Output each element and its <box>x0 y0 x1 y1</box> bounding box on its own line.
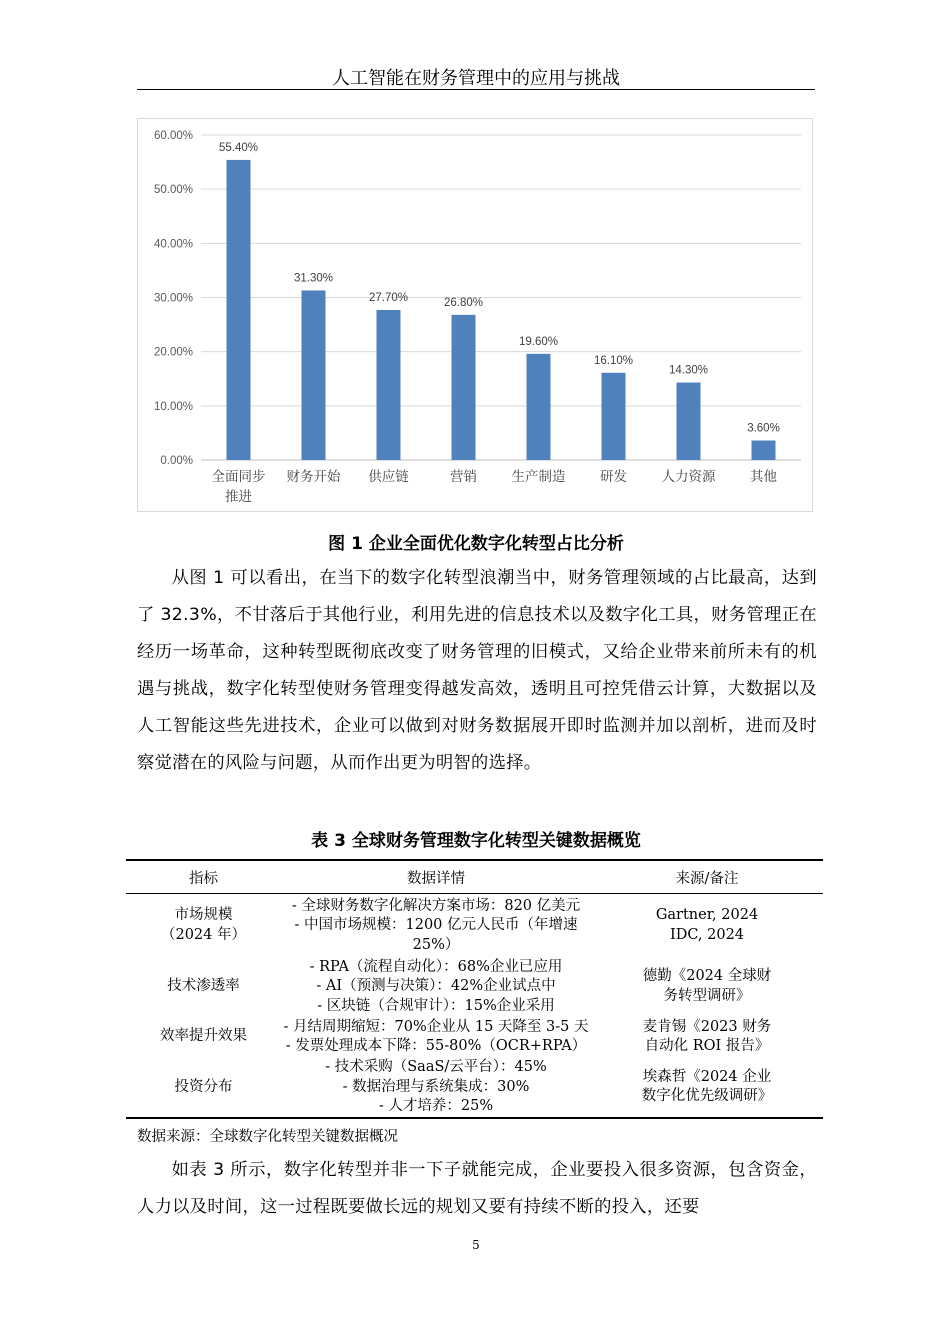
table-cell-details-line: - 中国市场规模：1200 亿元人民币（年增速 <box>294 917 578 933</box>
data-label: 16.10% <box>593 354 634 367</box>
y-tick-label: 30.00% <box>153 292 193 305</box>
table-cell-source <box>591 894 823 958</box>
body-paragraph-2: 如表 3 所示，数字化转型并非一下子就能完成，企业要投入很多资源，包含资金，人力以及时间，这一过程既要做长远的规划又要有持续不断的投入，还要 <box>137 1160 817 1217</box>
bar <box>227 160 251 460</box>
data-label: 3.60% <box>747 422 780 435</box>
table-row <box>126 958 823 1017</box>
table-cell-indicator-line: 市场规模 <box>174 907 233 924</box>
bar <box>602 373 626 460</box>
x-tick-label: 其他 <box>750 469 777 485</box>
table-header-indicator: 指标 <box>126 860 281 894</box>
bar <box>377 310 401 460</box>
table-row <box>126 894 823 958</box>
data-label: 14.30% <box>668 364 709 377</box>
table-source-note: 数据来源：全球数字化转型关键数据概况 <box>137 1129 398 1145</box>
table-cell-details-line: 25%） <box>412 936 460 953</box>
data-table <box>126 859 823 1119</box>
table-cell-details-line: - 区块链（合规审计）：15%企业采用 <box>317 997 555 1014</box>
data-label: 19.60% <box>518 335 559 348</box>
table-cell-details-line: - 数据治理与系统集成：30% <box>342 1078 530 1095</box>
table-cell-details-line: - 月结周期缩短：70%企业从 15 天降至 3-5 天 <box>283 1018 589 1035</box>
y-tick-label: 50.00% <box>153 184 193 197</box>
running-header: 人工智能在财务管理中的应用与挑战 <box>332 68 620 89</box>
bar <box>527 354 551 460</box>
table-cell-indicator <box>126 894 281 958</box>
table-cell-indicator-line: 技术渗透率 <box>167 978 240 994</box>
bar <box>302 290 326 460</box>
table-body <box>126 894 823 1118</box>
x-tick-label: 生产制造 <box>511 469 566 485</box>
bar <box>452 315 476 460</box>
table-cell-indicator-line: （2024 年） <box>160 926 246 943</box>
table-cell-details-line: - 全球财务数字化解决方案市场：820 亿美元 <box>291 897 581 914</box>
table-cell-source-line: 数字化优先级调研》 <box>641 1088 773 1105</box>
bar-chart <box>137 118 813 512</box>
table-cell-details <box>281 894 591 958</box>
table-cell-details <box>281 1058 591 1118</box>
y-tick-label: 10.00% <box>153 400 193 413</box>
table-cell-source-line: IDC, 2024 <box>669 926 745 943</box>
table-cell-source-line: 务转型调研》 <box>663 987 751 1004</box>
table-header-row <box>126 860 823 894</box>
x-tick-label: 财务开始 <box>286 469 341 485</box>
table-cell-indicator <box>126 1016 281 1058</box>
figure-caption: 图 1 企业全面优化数字化转型占比分析 <box>328 534 624 554</box>
table-cell-details-line: - 技术采购（SaaS/云平台）：45% <box>325 1059 547 1075</box>
data-label: 26.80% <box>443 296 484 309</box>
table-header-details: 数据详情 <box>281 860 591 894</box>
x-tick-label: 供应链 <box>368 469 409 485</box>
x-tick-label: 研发 <box>600 469 627 485</box>
table-caption: 表 3 全球财务管理数字化转型关键数据概览 <box>311 831 641 851</box>
table-cell-source <box>591 1016 823 1058</box>
x-tick-label: 人力资源 <box>661 469 716 485</box>
y-tick-label: 60.00% <box>153 130 193 142</box>
y-tick-label: 0.00% <box>160 455 193 467</box>
table-cell-source-line: 埃森哲《2024 企业 <box>642 1068 772 1085</box>
data-label: 27.70% <box>368 291 409 304</box>
table-cell-details <box>281 958 591 1017</box>
x-tick-label: 营销 <box>450 469 477 485</box>
table-cell-indicator-line: 效率提升效果 <box>160 1028 247 1045</box>
table-cell-details <box>281 1016 591 1058</box>
body-paragraph-1: 从图 1 可以看出，在当下的数字化转型浪潮当中，财务管理领域的占比最高，达到了 32.3%，不甘落后于其他行业，利用先进的信息技术以及数字化工具，财务管理正在经历一场革命，这种转型既彻底改变了财务管理的旧模式，又给企业带来前所未有的机遇与挑战，数字化转型使财务管理变得越发高效，透明且可控凭借云计算，大数据以及人工智能这些先进技术，企业可以做到对财务数据展开即时监测并加以剖析，进而及时察觉潜在的风险与问题，从而作出更为明智的选择。 <box>137 568 817 773</box>
table-cell-indicator <box>126 1058 281 1118</box>
bar-chart-svg <box>138 119 814 513</box>
data-label: 55.40% <box>218 141 259 154</box>
table-cell-details-line: - 发票处理成本下降：55-80%（OCR+RPA） <box>285 1038 587 1054</box>
x-tick-label: 推进 <box>225 489 252 505</box>
table-cell-source <box>591 1058 823 1118</box>
table-cell-indicator <box>126 958 281 1017</box>
data-label: 31.30% <box>293 272 334 285</box>
table-header-source: 来源/备注 <box>591 860 823 894</box>
table-cell-source <box>591 958 823 1017</box>
y-tick-label: 20.00% <box>153 346 193 359</box>
table-row <box>126 1058 823 1118</box>
table-cell-source-line: Gartner, 2024 <box>655 907 759 924</box>
page-number: 5 <box>472 1238 480 1252</box>
table-cell-indicator-line: 投资分布 <box>174 1078 233 1095</box>
x-tick-label: 全面同步 <box>211 469 266 485</box>
header-rule <box>137 89 815 90</box>
bar <box>677 383 701 460</box>
bar <box>752 441 776 461</box>
table-cell-details-line: - AI（预测与决策）：42%企业试点中 <box>316 978 556 994</box>
table-cell-source-line: 德勤《2024 全球财 <box>642 968 772 985</box>
table-cell-source-line: 麦肯锡《2023 财务 <box>642 1018 772 1035</box>
table-cell-details-line: - 人才培养：25% <box>378 1098 494 1114</box>
table-row <box>126 1016 823 1058</box>
y-tick-label: 40.00% <box>153 238 193 251</box>
table-cell-source-line: 自动化 ROI 报告》 <box>644 1038 770 1054</box>
table-cell-details-line: - RPA（流程自动化）：68%企业已应用 <box>309 958 563 975</box>
